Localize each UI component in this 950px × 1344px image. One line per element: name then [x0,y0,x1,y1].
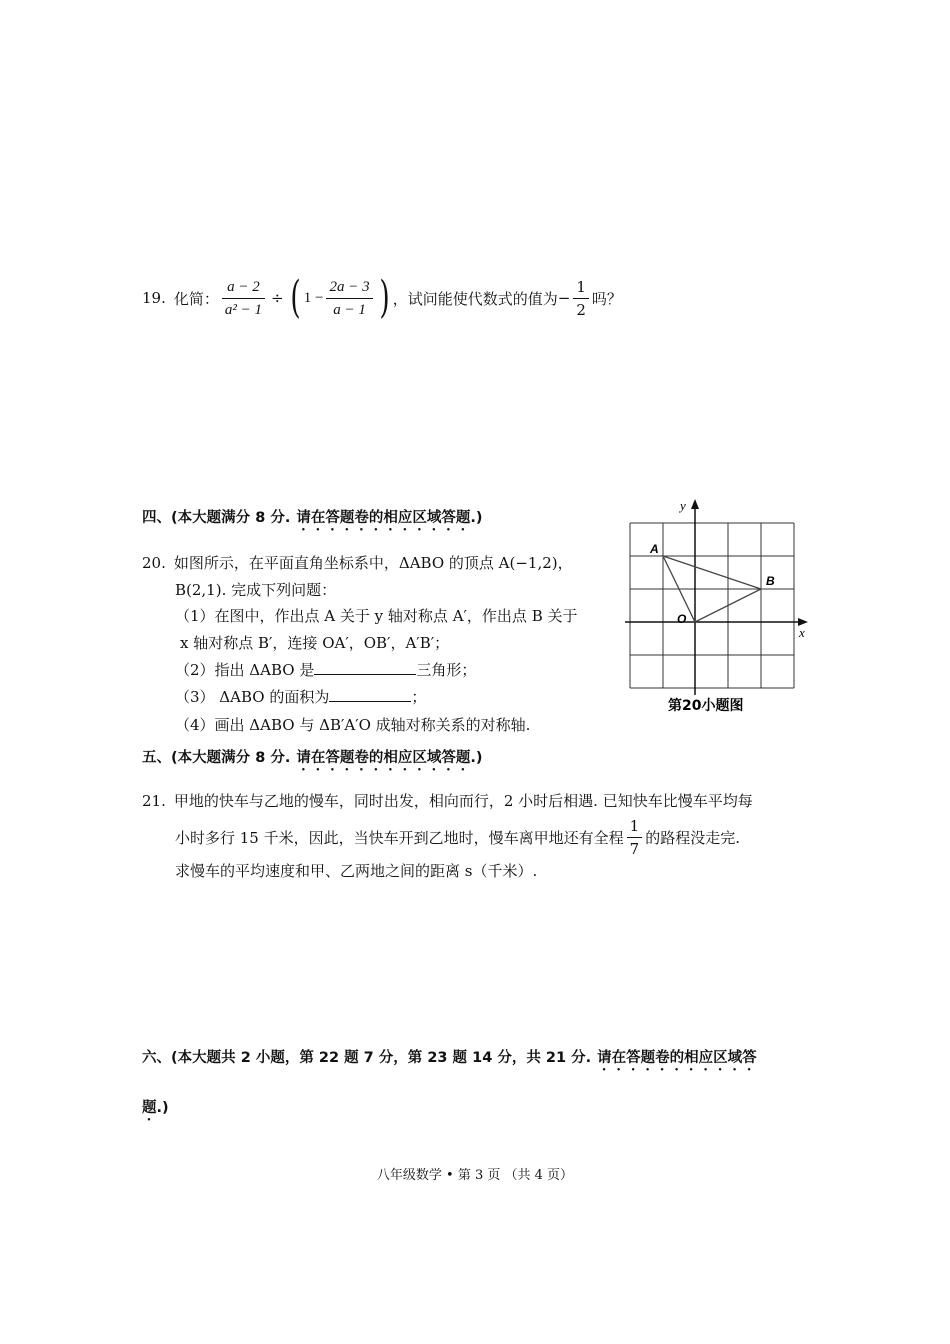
section-4-emphasis: 请在答题卷的相应区域答题 [296,510,471,526]
question-19 [142,268,622,328]
q20-line-6: （3） ΔABO 的面积为 ； [175,688,427,706]
q21-fraction: $\frac{1}{7}$ [627,815,643,860]
y-axis-arrow [691,499,699,509]
q19-fraction-2: $\frac{2a - 3}{a - 1}$ [326,276,372,321]
section-5-emphasis: 请在答题卷的相应区域答题 [296,750,471,766]
q19-lead: 化简： [173,289,219,308]
q20-line-4: x 轴对称点 B′，连接 OA′，OB′，A′B′； [180,634,450,652]
answer-blank-2[interactable] [329,687,411,702]
q19-paren-open: ( [290,272,301,323]
q19-fraction-1: $\frac{a - 2}{\text{a² − 1}}$ [222,276,265,321]
label-O: O [677,612,687,626]
q20-line-5: （2）指出 ΔABO 是 三角形； [175,661,477,679]
q19-one-minus: 1 − [303,289,324,306]
figure-caption: 第20小题图 [668,698,744,714]
x-axis-label: x [799,625,805,640]
coordinate-grid-figure [620,495,815,720]
answer-blank-1[interactable] [314,660,416,675]
section-4-heading: 四、(本大题满分 8 分. 请在答题卷的相应区域答题.) [142,510,483,526]
page-footer: 八年级数学 • 第 3 页 （共 4 页） [376,1168,574,1183]
q19-fraction-3: $\frac{1}{2}$ [573,276,589,321]
label-A: A [650,542,659,556]
label-B: B [766,574,775,588]
section-5-heading: 五、(本大题满分 8 分. 请在答题卷的相应区域答题.) [142,750,483,766]
q20-line-1: 20. 如图所示，在平面直角坐标系中，ΔABO 的顶点 A(−1,2)， [142,554,573,572]
section-6-heading: 六、(本大题共 2 小题，第 22 题 7 分，第 23 题 14 分，共 21 分. 请在答题卷的相应区域答 [142,1050,757,1066]
q21-line-3: 求慢车的平均速度和甲、乙两地之间的距离 s（千米）. [175,862,538,880]
q20-line-7: （4）画出 ΔABO 与 ΔB′A′O 成轴对称关系的对称轴. [175,716,531,734]
q19-paren-close: ) [379,272,390,323]
q20-line-3: （1）在图中，作出点 A 关于 y 轴对称点 A′，作出点 B 关于 [175,607,578,625]
section-6-emphasis: 请在答题卷的相应区域答 [597,1050,757,1066]
section-6-heading-cont: 题.) [142,1100,169,1116]
q19-number: 19. [142,289,166,307]
q20-line-2: B(2,1). 完成下列问题： [175,581,337,599]
y-axis-label: y [680,498,686,513]
q21-line-2: 小时多行 15 千米，因此，当快车开到乙地时，慢车离甲地还有全程 $\frac{1}{7}$ 的路程没走完. [175,816,740,858]
q19-divide: ÷ [271,289,284,307]
q19-minus: − [557,289,571,307]
q21-line-1: 21. 甲地的快车与乙地的慢车，同时出发，相向而行，2 小时后相遇. 已知快车比慢车平均每 [142,792,753,810]
q19-end: 吗？ [591,289,622,308]
q19-tail: ，试问能使代数式的值为 [392,289,558,308]
